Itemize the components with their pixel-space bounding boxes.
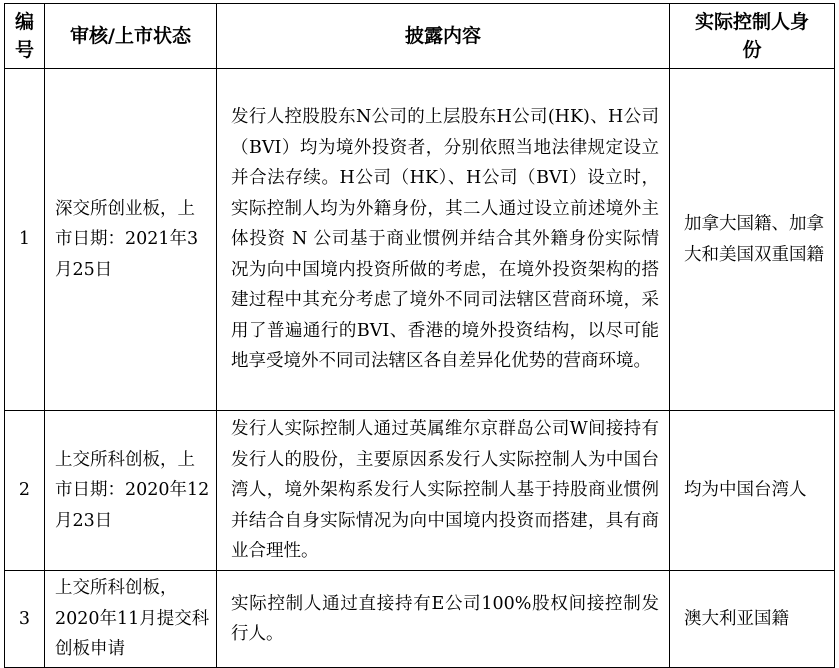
header-content: 披露内容	[217, 4, 670, 69]
header-identity: 实际控制人身份	[670, 4, 835, 69]
disclosure-table	[4, 3, 835, 668]
table-row	[5, 69, 835, 411]
table-row	[5, 571, 835, 668]
row-number: 2	[5, 411, 45, 571]
row-identity: 澳大利亚国籍	[670, 571, 835, 668]
row-content: 实际控制人通过直接持有E公司100%股权间接控制发行人。	[217, 571, 670, 668]
row-status: 上交所科创板，上市日期：2020年12月23日	[45, 411, 217, 571]
row-status: 深交所创业板，上市日期：2021年3月25日	[45, 69, 217, 411]
row-number: 1	[5, 69, 45, 411]
row-number: 3	[5, 571, 45, 668]
row-content: 发行人控股股东N公司的上层股东H公司(HK)、H公司（BVI）均为境外投资者，分别依照当地法律规定设立并合法存续。H公司（HK）、H公司（BVI）设立时，实际控制人均为外籍身份，其二人通过设立前述境外主体投资 N 公司基于商业惯例并结合其外籍身份实际情况为向中国境内投资所做的考虑，在境外投资架构的搭建过程中其充分考虑了境外不同司法辖区营商环境，采用了普遍通行的BVI、香港的境外投资结构，以尽可能地享受境外不同司法辖区各自差异化优势的营商环境。	[217, 69, 670, 411]
header-number: 编号	[5, 4, 45, 69]
row-content: 发行人实际控制人通过英属维尔京群岛公司W间接持有发行人的股份，主要原因系发行人实际控制人为中国台湾人，境外架构系发行人实际控制人基于持股商业惯例并结合自身实际情况为向中国境内投资而搭建，具有商业合理性。	[217, 411, 670, 571]
table-row	[5, 411, 835, 571]
row-identity: 加拿大国籍、加拿大和美国双重国籍	[670, 69, 835, 411]
row-status: 上交所科创板，2020年11月提交科创板申请	[45, 571, 217, 668]
table-header-row	[5, 4, 835, 69]
header-status: 审核/上市状态	[45, 4, 217, 69]
row-identity: 均为中国台湾人	[670, 411, 835, 571]
